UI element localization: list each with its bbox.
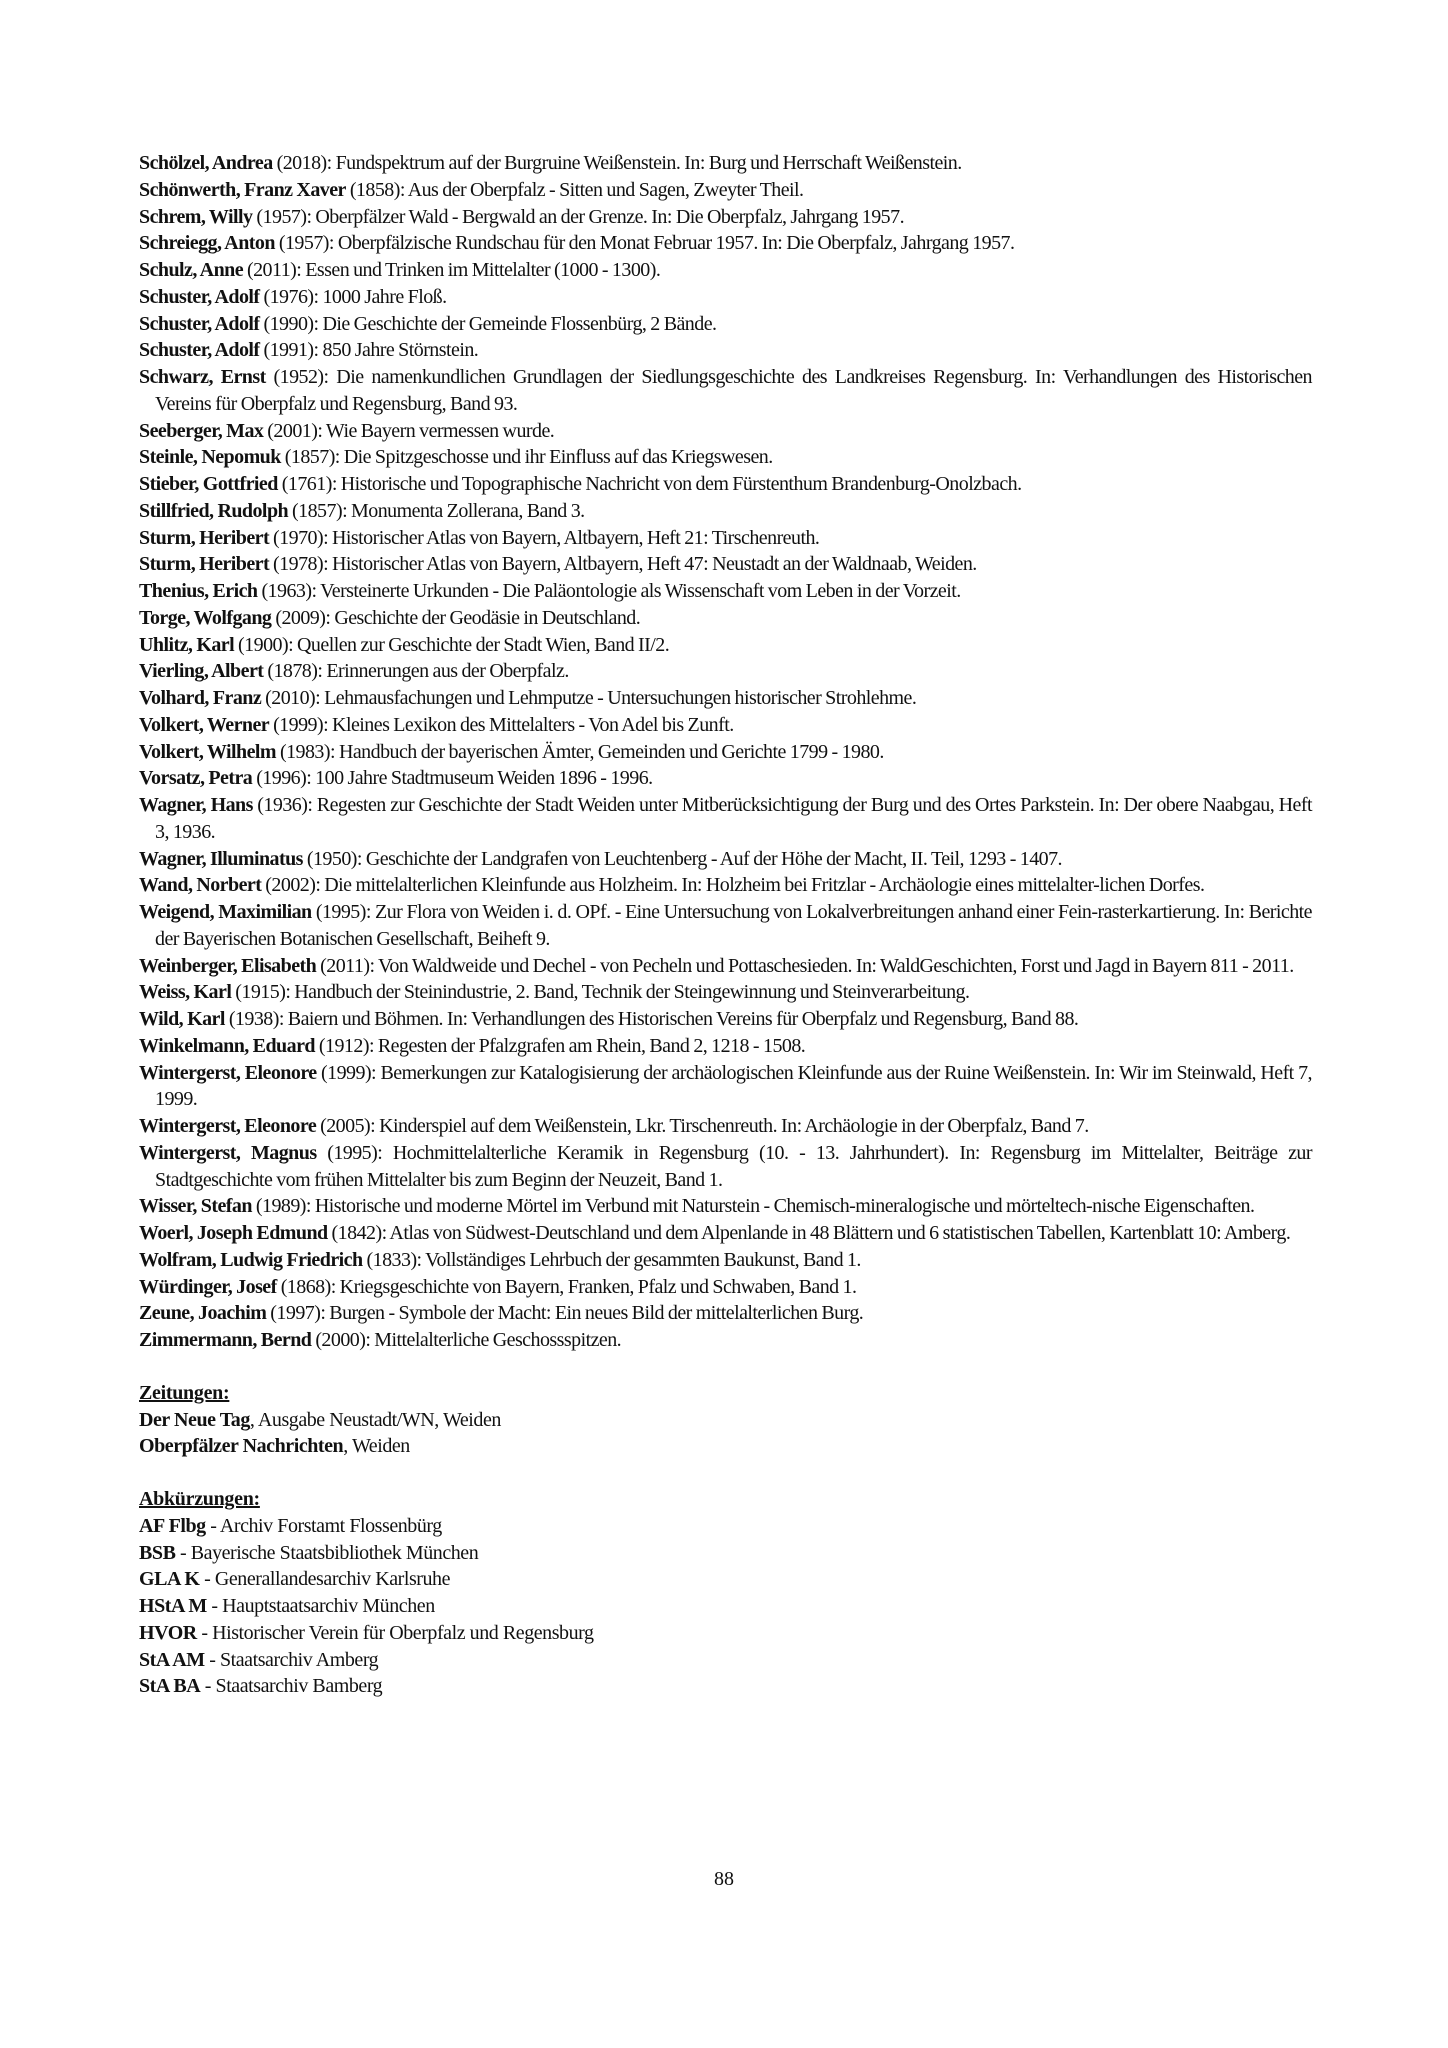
abbreviation-term: HVOR	[139, 1621, 197, 1644]
entry-citation: (1915): Handbuch der Steinindustrie, 2. Band, Technik der Steingewinnung und Steinverarbeitung.	[231, 981, 970, 1004]
bibliography-entry	[139, 1113, 1312, 1140]
bibliography-entry	[139, 1274, 1312, 1301]
entry-citation: (1857): Die Spitzgeschosse und ihr Einfluss auf das Kriegswesen.	[280, 446, 773, 469]
abbreviations-section	[139, 1486, 1312, 1700]
newspaper-detail: , Weiden	[343, 1435, 410, 1458]
entry-citation: (1952): Die namenkundlichen Grundlagen der Siedlungsgeschichte des Landkreises Regensburg. In: Verhandlungen des Historischen Vereins für Oberpfalz und Regensburg, Band 93.	[155, 366, 1312, 415]
entry-author: Steinle, Nepomuk	[139, 446, 281, 469]
newspaper-detail: , Ausgabe Neustadt/WN, Weiden	[249, 1408, 501, 1431]
entry-citation: (1990): Die Geschichte der Gemeinde Flossenbürg, 2 Bände.	[259, 312, 717, 335]
newspaper-title: Der Neue Tag	[139, 1408, 250, 1431]
bibliography-entry	[139, 658, 1312, 685]
bibliography-page	[139, 150, 1312, 1700]
entry-author: Zimmermann, Bernd	[139, 1329, 312, 1351]
bibliography-entry	[139, 498, 1312, 525]
bibliography-entry	[139, 899, 1312, 953]
entry-citation: (1858): Aus der Oberpfalz - Sitten und Sagen, Zweyter Theil.	[345, 178, 804, 201]
entry-citation: (1868): Kriegsgeschichte von Bayern, Franken, Pfalz und Schwaben, Band 1.	[276, 1275, 857, 1298]
entry-author: Zeune, Joachim	[139, 1302, 267, 1325]
entry-citation: (1991): 850 Jahre Störnstein.	[259, 339, 479, 362]
bibliography-entry	[139, 979, 1312, 1006]
entry-citation: (1938): Baiern und Böhmen. In: Verhandlungen des Historischen Vereins für Oberpfalz und Regensburg, Band 88.	[224, 1008, 1079, 1030]
entry-citation: (1900): Quellen zur Geschichte der Stadt Wien, Band II/2.	[234, 633, 670, 656]
entry-author: Wolfram, Ludwig Friedrich	[139, 1248, 363, 1271]
entry-citation: (1989): Historische und moderne Mörtel im Verbund mit Naturstein - Chemisch-mineralogische und mörteltech-nische Eigenschaften.	[251, 1195, 1255, 1218]
entry-author: Volkert, Wilhelm	[139, 740, 277, 763]
entry-citation: (1976): 1000 Jahre Floß.	[259, 285, 447, 308]
abbreviation-item	[139, 1620, 1312, 1647]
bibliography-entry	[139, 204, 1312, 231]
entry-citation: (1970): Historischer Atlas von Bayern, Altbayern, Heft 21: Tirschenreuth.	[269, 526, 820, 549]
bibliography-entry	[139, 765, 1312, 792]
abbreviations-heading: Abkürzungen:	[139, 1488, 260, 1510]
page-number: 88	[714, 1868, 734, 1890]
bibliography-entry	[139, 712, 1312, 739]
entry-citation: (1950): Geschichte der Landgrafen von Leuchtenberg - Auf der Höhe der Macht, II. Teil, 1293 - 1407.	[302, 847, 1063, 870]
entry-author: Schreiegg, Anton	[139, 232, 275, 255]
entry-author: Sturm, Heribert	[139, 553, 270, 576]
entry-citation: (2011): Essen und Trinken im Mittelalter (1000 - 1300).	[243, 259, 661, 281]
entry-author: Schrem, Willy	[139, 205, 253, 228]
entry-citation: (2009): Geschichte der Geodäsie in Deutschland.	[271, 606, 641, 629]
abbreviation-term: StA AM	[139, 1648, 205, 1671]
entry-citation: (1761): Historische und Topographische Nachricht von dem Fürstenthum Brandenburg-Onolzbach.	[277, 473, 1022, 495]
entry-author: Woerl, Joseph Edmund	[139, 1222, 328, 1244]
bibliography-entry	[139, 150, 1312, 177]
abbreviation-definition: - Staatsarchiv Bamberg	[200, 1675, 383, 1698]
entry-author: Schuster, Adolf	[139, 339, 260, 362]
entry-author: Wand, Norbert	[139, 874, 262, 897]
entry-author: Wagner, Illuminatus	[139, 847, 303, 870]
entry-author: Sturm, Heribert	[139, 526, 270, 549]
entry-citation: (1878): Erinnerungen aus der Oberpfalz.	[263, 660, 569, 683]
entry-author: Volhard, Franz	[139, 687, 262, 709]
abbreviation-term: BSB	[139, 1541, 176, 1564]
bibliography-entry	[139, 177, 1312, 204]
abbreviation-definition: - Historischer Verein für Oberpfalz und Regensburg	[196, 1621, 594, 1644]
abbreviation-definition: - Hauptstaatsarchiv München	[206, 1595, 435, 1617]
abbreviation-item	[139, 1593, 1312, 1620]
entry-author: Weigend, Maximilian	[139, 901, 312, 923]
newspapers-section	[139, 1380, 1312, 1460]
entry-citation: (2010): Lehmausfachungen und Lehmputze - Untersuchungen historischer Strohlehme.	[261, 687, 917, 709]
entry-author: Schulz, Anne	[139, 259, 244, 281]
bibliography-entry	[139, 632, 1312, 659]
bibliography-entry	[139, 551, 1312, 578]
entry-author: Thenius, Erich	[139, 580, 258, 602]
entry-citation: (1857): Monumenta Zollerana, Band 3.	[288, 499, 585, 522]
entry-author: Wintergerst, Eleonore	[139, 1061, 317, 1084]
entry-citation: (1842): Atlas von Südwest-Deutschland und dem Alpenlande in 48 Blättern und 6 statistischen Tabellen, Kartenblatt 10: Amberg.	[327, 1222, 1291, 1244]
entry-citation: (2000): Mittelalterliche Geschossspitzen.	[311, 1329, 622, 1351]
abbreviation-item	[139, 1540, 1312, 1567]
entry-citation: (1999): Bemerkungen zur Katalogisierung der archäologischen Kleinfunde aus der Ruine Weißenstein. In: Wir im Steinwald, Heft 7, 1999.	[155, 1061, 1312, 1111]
entry-author: Winkelmann, Eduard	[139, 1034, 315, 1057]
bibliography-entry	[139, 1300, 1312, 1327]
entry-citation: (1996): 100 Jahre Stadtmuseum Weiden 1896 - 1996.	[252, 767, 653, 790]
entry-author: Wisser, Stefan	[139, 1195, 252, 1218]
entry-citation: (2011): Von Waldweide und Dechel - von Pecheln und Pottaschesieden. In: WaldGeschichten, Forst und Jagd in Bayern 811 - 2011.	[316, 954, 1294, 977]
entry-citation: (2018): Fundspektrum auf der Burgruine Weißenstein. In: Burg und Herrschaft Weißenstein.	[272, 152, 962, 174]
bibliography-entry	[139, 1006, 1312, 1033]
bibliography-entry	[139, 230, 1312, 257]
bibliography-entry	[139, 685, 1312, 712]
abbreviation-item	[139, 1647, 1312, 1674]
entry-citation: (1936): Regesten zur Geschichte der Stadt Weiden unter Mitberücksichtigung der Burg und des Ortes Parkstein. In: Der obere Naabgau, Heft 3, 1936.	[155, 794, 1312, 843]
entry-citation: (1957): Oberpfälzer Wald - Bergwald an der Grenze. In: Die Oberpfalz, Jahrgang 1957.	[252, 205, 905, 228]
bibliography-entry	[139, 284, 1312, 311]
abbreviation-definition: - Generallandesarchiv Karlsruhe	[199, 1568, 451, 1591]
bibliography-entry	[139, 444, 1312, 471]
bibliography-entry	[139, 578, 1312, 605]
bibliography-entry	[139, 1220, 1312, 1247]
bibliography-entry	[139, 1060, 1312, 1114]
entry-citation: (2005): Kinderspiel auf dem Weißenstein, Lkr. Tirschenreuth. In: Archäologie in der Oberpfalz, Band 7.	[316, 1115, 1089, 1137]
entry-citation: (1995): Zur Flora von Weiden i. d. OPf. - Eine Untersuchung von Lokalverbreitungen anhand einer Fein-rasterkartierung. In: Berichte der Bayerischen Botanischen Gesellschaft, Beiheft 9.	[155, 901, 1313, 950]
bibliography-entry	[139, 337, 1312, 364]
entry-author: Vierling, Albert	[139, 660, 264, 683]
bibliography-entry	[139, 311, 1312, 338]
abbreviation-definition: - Bayerische Staatsbibliothek München	[175, 1541, 479, 1564]
entry-author: Vorsatz, Petra	[139, 767, 253, 790]
entry-citation: (2002): Die mittelalterlichen Kleinfunde aus Holzheim. In: Holzheim bei Fritzlar - Archäologie eines mittelalter-lichen Dorfes.	[261, 874, 1205, 897]
bibliography-entry	[139, 792, 1312, 846]
entry-citation: (1963): Versteinerte Urkunden - Die Paläontologie als Wissenschaft vom Leben in der Vorzeit.	[257, 580, 961, 602]
entry-author: Schuster, Adolf	[139, 312, 260, 335]
abbreviation-term: StA BA	[139, 1675, 201, 1698]
entry-citation: (2001): Wie Bayern vermessen wurde.	[263, 419, 555, 442]
entry-citation: (1912): Regesten der Pfalzgrafen am Rhein, Band 2, 1218 - 1508.	[314, 1034, 806, 1057]
bibliography-entry	[139, 953, 1312, 980]
newspaper-item	[139, 1407, 1312, 1434]
bibliography-entry	[139, 471, 1312, 498]
bibliography-entry	[139, 1033, 1312, 1060]
newspaper-title: Oberpfälzer Nachrichten	[139, 1435, 344, 1458]
abbreviation-item	[139, 1513, 1312, 1540]
entry-citation: (1957): Oberpfälzische Rundschau für den Monat Februar 1957. In: Die Oberpfalz, Jahrgang 1957.	[274, 232, 1015, 255]
abbreviation-definition: - Archiv Forstamt Flossenbürg	[205, 1514, 442, 1537]
entry-author: Würdinger, Josef	[139, 1275, 277, 1298]
entry-citation: (1995): Hochmittelalterliche Keramik in Regensburg (10. - 13. Jahrhundert). In: Regensburg im Mittelalter, Beiträge zur Stadtgeschichte vom frühen Mittelalter bis zum Beginn der Neuzeit, Band 1.	[155, 1141, 1312, 1191]
entry-citation: (1978): Historischer Atlas von Bayern, Altbayern, Heft 47: Neustadt an der Waldnaab, Weiden.	[269, 553, 977, 576]
bibliography-entry	[139, 418, 1312, 445]
abbreviation-term: GLA K	[139, 1568, 200, 1591]
bibliography-entry	[139, 846, 1312, 873]
bibliography-entry	[139, 739, 1312, 766]
bibliography-entry	[139, 1193, 1312, 1220]
entry-author: Schuster, Adolf	[139, 285, 260, 308]
bibliography-entry	[139, 364, 1312, 418]
bibliography-entry	[139, 605, 1312, 632]
bibliography-entry	[139, 1140, 1312, 1194]
entry-author: Schölzel, Andrea	[139, 152, 273, 174]
entry-citation: (1997): Burgen - Symbole der Macht: Ein neues Bild der mittelalterlichen Burg.	[266, 1302, 864, 1325]
bibliography-entry	[139, 872, 1312, 899]
abbreviation-definition: - Staatsarchiv Amberg	[204, 1648, 379, 1671]
bibliography-entry	[139, 1247, 1312, 1274]
entry-author: Weinberger, Elisabeth	[139, 954, 317, 977]
entry-author: Stillfried, Rudolph	[139, 499, 289, 522]
entry-author: Seeberger, Max	[139, 419, 264, 442]
abbreviation-item	[139, 1673, 1312, 1700]
entry-author: Weiss, Karl	[139, 981, 232, 1004]
entry-author: Wintergerst, Magnus	[139, 1141, 317, 1164]
abbreviation-item	[139, 1566, 1312, 1593]
entry-author: Volkert, Werner	[139, 713, 270, 736]
bibliography-entry	[139, 257, 1312, 284]
newspaper-item	[139, 1433, 1312, 1460]
entry-author: Uhlitz, Karl	[139, 633, 235, 656]
bibliography-entry	[139, 1327, 1312, 1354]
bibliography-entry	[139, 525, 1312, 552]
entry-author: Schwarz, Ernst	[139, 366, 266, 388]
newspapers-heading: Zeitungen:	[139, 1381, 230, 1404]
entry-author: Wild, Karl	[139, 1008, 225, 1030]
entry-author: Schönwerth, Franz Xaver	[139, 178, 346, 201]
entry-citation: (1983): Handbuch der bayerischen Ämter, Gemeinden und Gerichte 1799 - 1980.	[276, 740, 884, 763]
entry-citation: (1833): Vollständiges Lehrbuch der gesammten Baukunst, Band 1.	[362, 1248, 861, 1271]
abbreviation-term: HStA M	[139, 1595, 207, 1617]
entry-author: Stieber, Gottfried	[139, 473, 278, 495]
abbreviation-term: AF Flbg	[139, 1514, 206, 1537]
bibliography-list	[139, 150, 1312, 1354]
entry-citation: (1999): Kleines Lexikon des Mittelalters - Von Adel bis Zunft.	[269, 713, 734, 736]
entry-author: Wintergerst, Eleonore	[139, 1115, 317, 1137]
entry-author: Wagner, Hans	[139, 794, 253, 816]
entry-author: Torge, Wolfgang	[139, 606, 272, 629]
